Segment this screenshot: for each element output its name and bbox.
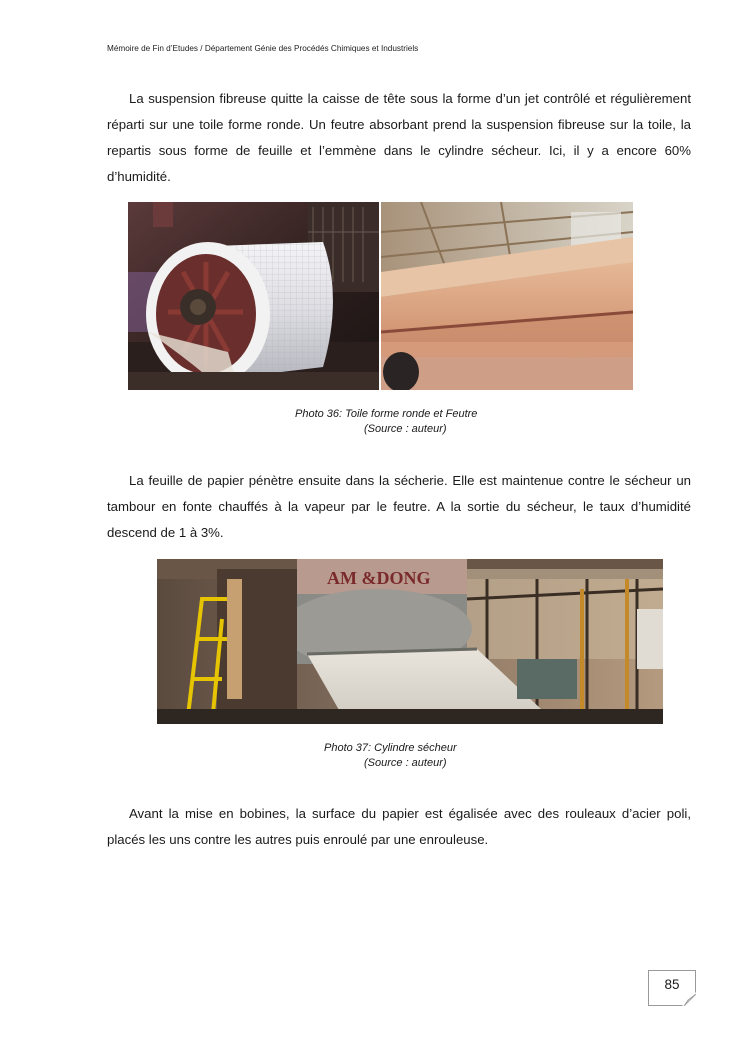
paragraph-2	[107, 468, 691, 546]
paragraph-1-text: La suspension fibreuse quitte la caisse de tête sous la forme d’un jet contrôlé et régulièrement réparti sur une toile forme ronde. Un feutre absorbant prend la suspension fibreuse sur la toile, la repartis sous forme de feuille et l’emmène dans le cylindre sécheur. Ici, il y a encore 60% d’humidité.	[107, 91, 691, 184]
photo-toile-forme-ronde	[128, 202, 379, 390]
paragraph-3-text: Avant la mise en bobines, la surface du papier est égalisée avec des rouleaux d’acier poli, placés les uns contre les autres puis enroulé par une enrouleuse.	[107, 806, 691, 847]
page-number: 85	[664, 977, 680, 992]
running-header: Mémoire de Fin d’Etudes / Département Génie des Procédés Chimiques et Industriels	[107, 44, 419, 53]
photo-37-caption: Photo 37: Cylindre sécheur	[324, 742, 457, 754]
machine-lettering: AM &DONG	[327, 568, 431, 588]
photo-36-caption: Photo 36: Toile forme ronde et Feutre	[295, 408, 478, 420]
photo-37-source: (Source : auteur)	[364, 757, 447, 769]
paragraph-2-text: La feuille de papier pénètre ensuite dans la sécherie. Elle est maintenue contre le sécheur un tambour en fonte chauffés à la vapeur par le feutre. A la sortie du sécheur, le taux d’humidité descend de 1 à 3%.	[107, 473, 691, 540]
photo-36-source: (Source : auteur)	[364, 423, 447, 435]
photo-cylindre-secheur	[157, 559, 663, 724]
paragraph-1	[107, 86, 691, 190]
photo-feutre	[381, 202, 633, 390]
page-number-box	[648, 970, 696, 1006]
paragraph-3	[107, 801, 691, 853]
page-curl-icon	[682, 992, 696, 1006]
